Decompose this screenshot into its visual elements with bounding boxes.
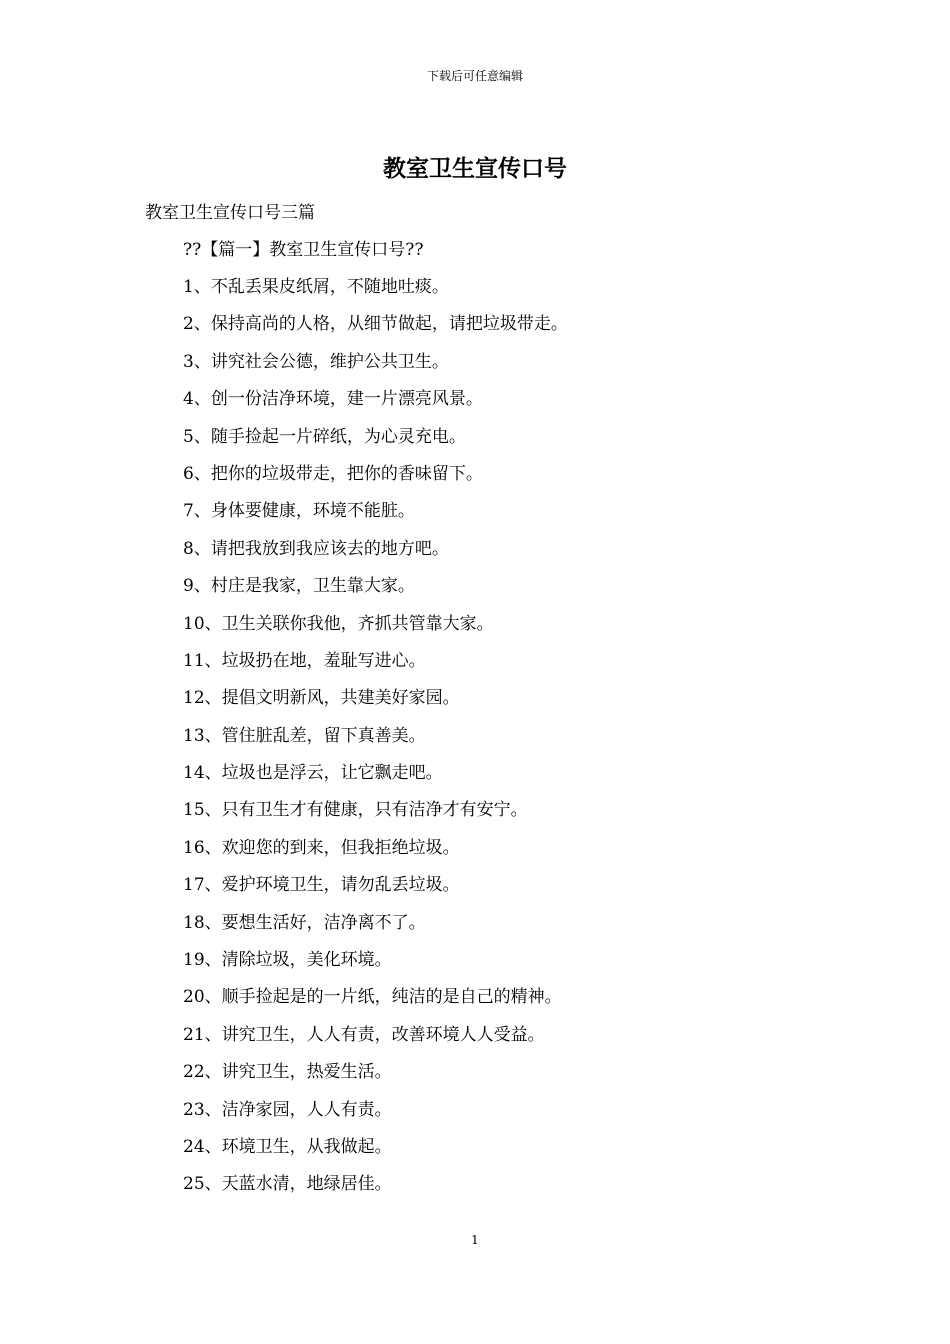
- slogan-item: 16、欢迎您的到来，但我拒绝垃圾。: [183, 837, 460, 858]
- slogan-item: 17、爱护环境卫生，请勿乱丢垃圾。: [183, 875, 460, 896]
- slogan-item: 15、只有卫生才有健康，只有洁净才有安宁。: [183, 800, 528, 821]
- document-title: 教室卫生宣传口号: [383, 155, 567, 182]
- slogan-item: 8、请把我放到我应该去的地方吧。: [183, 538, 449, 559]
- slogan-item: 3、讲究社会公德，维护公共卫生。: [183, 351, 449, 372]
- slogan-item: 14、垃圾也是浮云，让它飘走吧。: [183, 763, 443, 784]
- slogan-item: 23、洁净家园，人人有责。: [183, 1099, 392, 1120]
- slogan-item: 12、提倡文明新风，共建美好家园。: [183, 688, 460, 709]
- page-number: 1: [471, 1233, 479, 1247]
- slogan-item: 1、不乱丢果皮纸屑，不随地吐痰。: [183, 277, 449, 297]
- header-note: 下载后可任意编辑: [426, 69, 523, 83]
- document-subtitle: 教室卫生宣传口号三篇: [145, 203, 315, 223]
- slogan-item: 9、村庄是我家，卫生靠大家。: [183, 576, 415, 597]
- slogan-item: 22、讲究卫生，热爱生活。: [183, 1062, 392, 1083]
- slogan-item: 19、清除垃圾，美化环境。: [183, 950, 392, 971]
- slogan-item: 18、要想生活好，洁净离不了。: [183, 912, 426, 933]
- slogan-list: [183, 274, 568, 1209]
- slogan-item: 11、垃圾扔在地，羞耻写进心。: [183, 650, 426, 671]
- slogan-item: 20、顺手捡起是的一片纸，纯洁的是自己的精神。: [183, 987, 562, 1008]
- slogan-item: 5、随手捡起一片碎纸，为心灵充电。: [183, 426, 466, 447]
- slogan-item: 6、把你的垃圾带走，把你的香味留下。: [183, 463, 483, 484]
- slogan-item: 13、管住脏乱差，留下真善美。: [183, 725, 426, 746]
- slogan-item: 2、保持高尚的人格，从细节做起，请把垃圾带走。: [183, 314, 568, 335]
- slogan-item: 4、创一份洁净环境，建一片漂亮风景。: [183, 389, 483, 410]
- slogan-item: 7、身体要健康，环境不能脏。: [183, 501, 415, 522]
- slogan-item: 21、讲究卫生，人人有责，改善环境人人受益。: [183, 1024, 545, 1045]
- section-heading: ??【篇一】教室卫生宣传口号??: [183, 240, 424, 260]
- slogan-item: 25、天蓝水清，地绿居佳。: [183, 1174, 392, 1195]
- slogan-item: 10、卫生关联你我他，齐抓共管靠大家。: [183, 613, 494, 634]
- slogan-item: 24、环境卫生，从我做起。: [183, 1136, 392, 1157]
